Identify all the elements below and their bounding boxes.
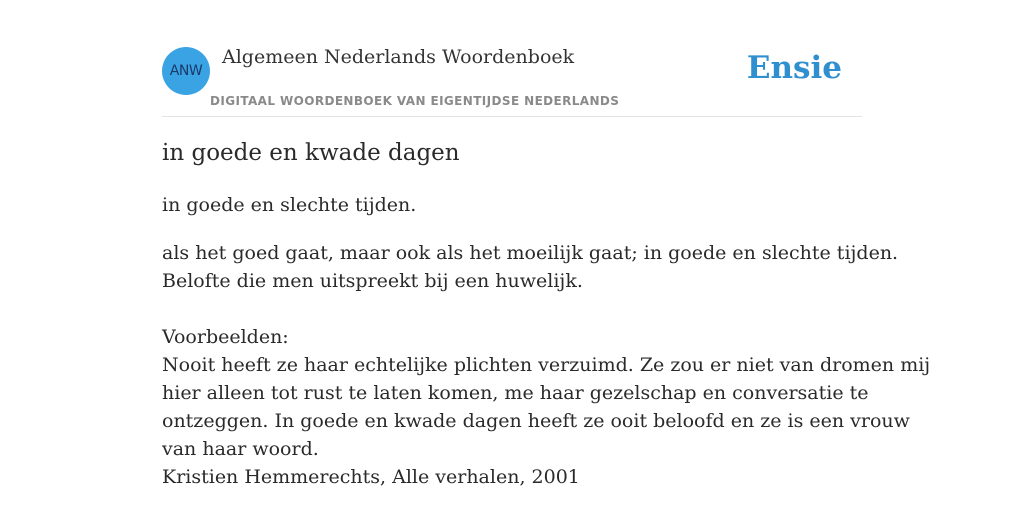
example-line: Nooit heeft ze haar echtelijke plichten verzuimd. Ze zou er niet van dromen mij [162,354,931,376]
ensie-logo[interactable]: Ensie [746,50,842,86]
site-subtitle: DIGITAAL WOORDENBOEK VAN EIGENTIJDSE NEDERLANDS [210,94,620,108]
example-line: van haar woord. [162,438,319,460]
site-header [162,0,862,117]
long-definition [162,239,931,491]
example-line: ontzeggen. In goede en kwade dagen heeft ze ooit beloofd en ze is een vrouw [162,410,910,432]
short-definition: in goede en slechte tijden. [162,194,417,216]
paragraph-spacer [162,295,862,323]
example-source: Kristien Hemmerechts, Alle verhalen, 2001 [162,466,580,488]
example-line: hier alleen tot rust te laten komen, me haar gezelschap en conversatie te [162,382,869,404]
anw-logo[interactable] [162,47,210,95]
examples-label: Voorbeelden: [162,326,289,348]
logo-text: ANW [169,63,203,79]
entry-title: in goede en kwade dagen [162,140,460,166]
definition-line: als het goed gaat, maar ook als het moeilijk gaat; in goede en slechte tijden. [162,242,899,264]
site-title[interactable]: Algemeen Nederlands Woordenboek [222,46,575,68]
entry-card [162,0,931,512]
definition-line: Belofte die men uitspreekt bij een huwelijk. [162,270,583,292]
